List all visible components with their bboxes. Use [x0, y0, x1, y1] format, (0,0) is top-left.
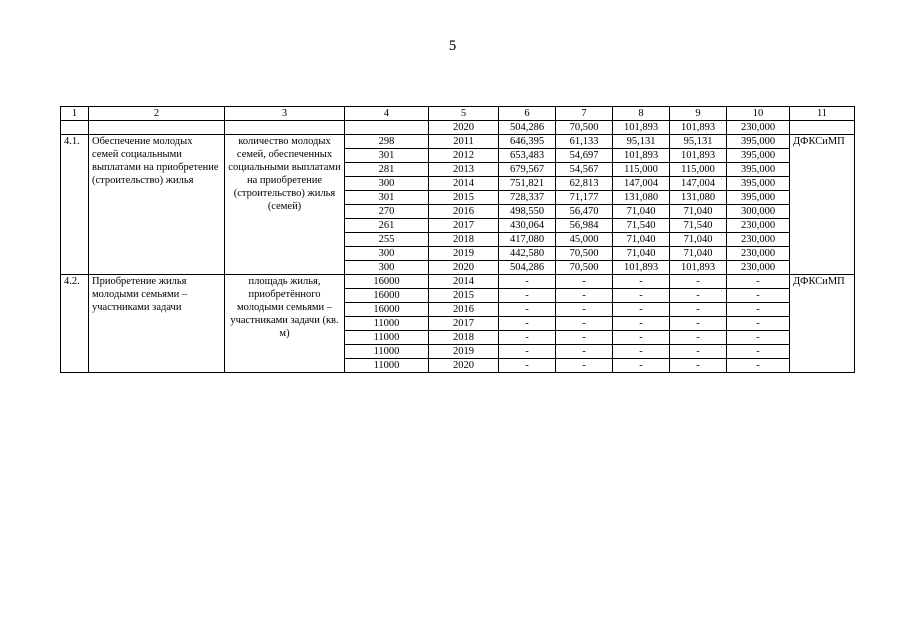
- table-cell: 2015: [429, 191, 499, 205]
- table-cell: 70,500: [556, 261, 613, 275]
- table-cell: 54,697: [556, 149, 613, 163]
- header-cell: 3: [225, 107, 345, 121]
- table-cell: -: [727, 289, 790, 303]
- table-cell: -: [670, 345, 727, 359]
- table-cell: -: [670, 331, 727, 345]
- table-cell: 95,131: [670, 135, 727, 149]
- table-cell: 417,080: [499, 233, 556, 247]
- table-cell: -: [499, 275, 556, 289]
- table-cell: [61, 121, 89, 135]
- header-cell: 1: [61, 107, 89, 121]
- table-cell: 504,286: [499, 121, 556, 135]
- table-cell: 62,813: [556, 177, 613, 191]
- header-cell: 8: [613, 107, 670, 121]
- header-cell: 10: [727, 107, 790, 121]
- table-cell: 2017: [429, 219, 499, 233]
- table-cell: [89, 121, 225, 135]
- table-cell: -: [556, 303, 613, 317]
- indicator-name: площадь жилья, приобретённого молодыми семьями – участниками задачи (кв. м): [225, 275, 345, 373]
- table-cell: -: [499, 331, 556, 345]
- table-cell: 2012: [429, 149, 499, 163]
- table-cell: 101,893: [670, 149, 727, 163]
- table-cell: 2016: [429, 205, 499, 219]
- table-cell: 70,500: [556, 121, 613, 135]
- table-cell: 71,177: [556, 191, 613, 205]
- measure-name: Приобретение жилья молодыми семьями – участниками задачи: [89, 275, 225, 373]
- table-cell: 11000: [345, 359, 429, 373]
- table-cell: -: [499, 303, 556, 317]
- table-cell: 230,000: [727, 261, 790, 275]
- table-cell: 71,540: [613, 219, 670, 233]
- table-cell: 230,000: [727, 219, 790, 233]
- table-cell: 16000: [345, 275, 429, 289]
- table-cell: 498,550: [499, 205, 556, 219]
- header-cell: 4: [345, 107, 429, 121]
- table-cell: 728,337: [499, 191, 556, 205]
- table-cell: -: [727, 345, 790, 359]
- table-cell: 2013: [429, 163, 499, 177]
- table-cell: -: [613, 317, 670, 331]
- table-cell: 101,893: [613, 261, 670, 275]
- table-cell: -: [727, 317, 790, 331]
- table-cell: 2019: [429, 247, 499, 261]
- table-cell: 442,580: [499, 247, 556, 261]
- header-cell: 5: [429, 107, 499, 121]
- table-cell: 230,000: [727, 233, 790, 247]
- table-cell: -: [613, 275, 670, 289]
- table-cell: 2016: [429, 303, 499, 317]
- table-cell: 504,286: [499, 261, 556, 275]
- table-cell: -: [556, 289, 613, 303]
- table-cell: 71,040: [670, 233, 727, 247]
- table-cell: 2019: [429, 345, 499, 359]
- table-cell: 395,000: [727, 135, 790, 149]
- table-cell: -: [670, 275, 727, 289]
- table-cell: 131,080: [670, 191, 727, 205]
- table-cell: -: [613, 345, 670, 359]
- table-cell: 2015: [429, 289, 499, 303]
- carry-over-row: [61, 121, 855, 135]
- table-cell: 71,040: [670, 205, 727, 219]
- table-cell: -: [499, 289, 556, 303]
- table-cell: 131,080: [613, 191, 670, 205]
- table-cell: -: [499, 317, 556, 331]
- table-cell: 101,893: [670, 121, 727, 135]
- section-number: 4.2.: [61, 275, 89, 373]
- table-cell: 71,040: [613, 233, 670, 247]
- header-cell: 7: [556, 107, 613, 121]
- table-cell: 2017: [429, 317, 499, 331]
- table-cell: 115,000: [670, 163, 727, 177]
- table-cell: 2020: [429, 261, 499, 275]
- table-cell: 11000: [345, 317, 429, 331]
- table-cell: -: [613, 303, 670, 317]
- table-cell: 11000: [345, 345, 429, 359]
- table-cell: 71,040: [613, 205, 670, 219]
- table-cell: 395,000: [727, 163, 790, 177]
- table-cell: 2018: [429, 331, 499, 345]
- table-cell: 430,064: [499, 219, 556, 233]
- section-number: 4.1.: [61, 135, 89, 275]
- table-cell: -: [670, 359, 727, 373]
- table-cell: 101,893: [613, 121, 670, 135]
- table-cell: 2014: [429, 177, 499, 191]
- table-cell: -: [613, 359, 670, 373]
- table-cell: 653,483: [499, 149, 556, 163]
- table-cell: [790, 121, 855, 135]
- table-cell: 11000: [345, 331, 429, 345]
- table-cell: 395,000: [727, 149, 790, 163]
- table-cell: 2014: [429, 275, 499, 289]
- table-cell: 95,131: [613, 135, 670, 149]
- table-cell: -: [727, 331, 790, 345]
- table-cell: -: [670, 289, 727, 303]
- table-cell: -: [556, 331, 613, 345]
- table-cell: 751,821: [499, 177, 556, 191]
- table-cell: -: [727, 303, 790, 317]
- table-cell: 300: [345, 247, 429, 261]
- table-cell: 300: [345, 261, 429, 275]
- table-cell: 301: [345, 191, 429, 205]
- table-cell: -: [613, 331, 670, 345]
- table-cell: [225, 121, 345, 135]
- header-row: [61, 107, 855, 121]
- table-cell: [345, 121, 429, 135]
- table-cell: 395,000: [727, 191, 790, 205]
- table-cell: -: [556, 359, 613, 373]
- table-row: [61, 135, 855, 149]
- header-cell: 2: [89, 107, 225, 121]
- header-cell: 9: [670, 107, 727, 121]
- table-cell: -: [727, 275, 790, 289]
- table-cell: 16000: [345, 289, 429, 303]
- table-cell: -: [670, 317, 727, 331]
- table-cell: 301: [345, 149, 429, 163]
- table-cell: 115,000: [613, 163, 670, 177]
- table-cell: 300,000: [727, 205, 790, 219]
- table-cell: 61,133: [556, 135, 613, 149]
- table-cell: 300: [345, 177, 429, 191]
- table-cell: 147,004: [613, 177, 670, 191]
- table-cell: -: [499, 359, 556, 373]
- table-cell: 2011: [429, 135, 499, 149]
- table-cell: -: [556, 275, 613, 289]
- page-number: 5: [448, 38, 457, 54]
- table-cell: 2020: [429, 121, 499, 135]
- table-cell: 646,395: [499, 135, 556, 149]
- table-cell: 56,470: [556, 205, 613, 219]
- header-cell: 6: [499, 107, 556, 121]
- table-cell: 56,984: [556, 219, 613, 233]
- table-cell: 255: [345, 233, 429, 247]
- table-cell: 2018: [429, 233, 499, 247]
- table-cell: 16000: [345, 303, 429, 317]
- table-cell: 101,893: [670, 261, 727, 275]
- table-cell: 101,893: [613, 149, 670, 163]
- executor: ДФКСиМП: [790, 135, 855, 275]
- table-cell: 71,040: [670, 247, 727, 261]
- table-cell: 70,500: [556, 247, 613, 261]
- table-cell: 45,000: [556, 233, 613, 247]
- table-cell: -: [670, 303, 727, 317]
- table-cell: -: [613, 289, 670, 303]
- table-cell: 230,000: [727, 247, 790, 261]
- executor: ДФКСиМП: [790, 275, 855, 373]
- table-cell: -: [556, 317, 613, 331]
- table-cell: -: [727, 359, 790, 373]
- table-cell: 261: [345, 219, 429, 233]
- table-cell: 281: [345, 163, 429, 177]
- table-cell: 54,567: [556, 163, 613, 177]
- table-cell: 230,000: [727, 121, 790, 135]
- table-cell: 71,540: [670, 219, 727, 233]
- measure-name: Обеспечение молодых семей социальными выплатами на приобретение (строительство) жилья: [89, 135, 225, 275]
- table-cell: 298: [345, 135, 429, 149]
- table-cell: 395,000: [727, 177, 790, 191]
- table-cell: -: [556, 345, 613, 359]
- indicator-name: количество молодых семей, обеспеченных социальными выплатами на приобретение (строительство) жилья (семей): [225, 135, 345, 275]
- header-cell: 11: [790, 107, 855, 121]
- table-row: [61, 275, 855, 289]
- table-cell: 147,004: [670, 177, 727, 191]
- table-cell: 2020: [429, 359, 499, 373]
- table-cell: 679,567: [499, 163, 556, 177]
- table-cell: -: [499, 345, 556, 359]
- program-table: [60, 106, 855, 373]
- table-cell: 71,040: [613, 247, 670, 261]
- table-cell: 270: [345, 205, 429, 219]
